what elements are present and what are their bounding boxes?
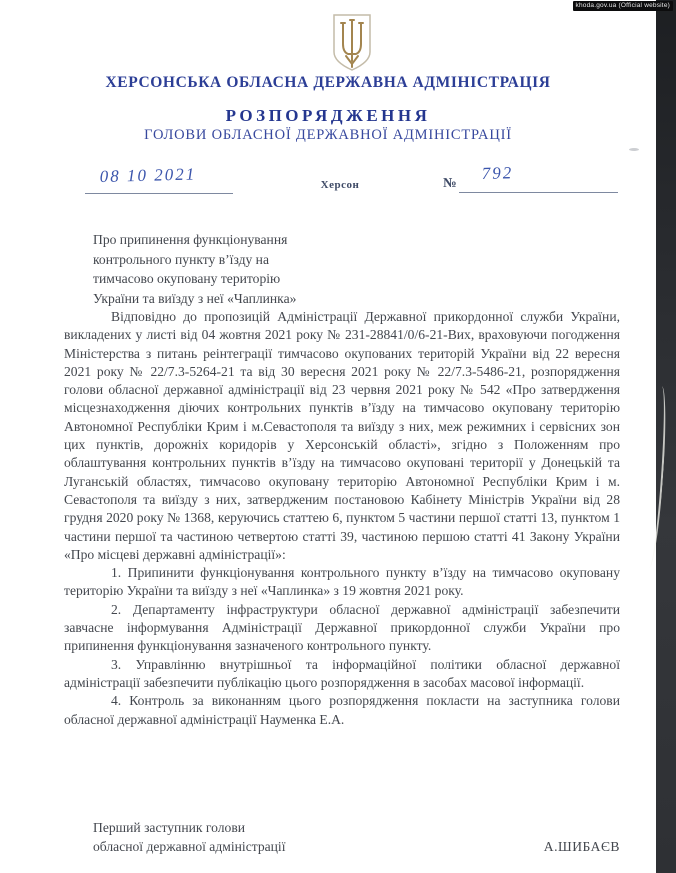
subject-block [93, 230, 373, 308]
signer-name: А.ШИБАЄВ [543, 839, 620, 854]
document-body [64, 308, 620, 729]
order-item-2: 2. Департаменту інфраструктури обласної державної адміністрації забезпечити завчасне інформування Адміністрації Державної прикордонної служби України про припинення функціонування зазначеного контрольного пункту. [64, 601, 620, 654]
subject-line: України та виїзду з неї «Чаплинка» [93, 290, 297, 306]
order-item-4: 4. Контроль за виконанням цього розпорядження покласти на заступника голови обласної державної адміністрації Науменка Е.А. [64, 693, 620, 727]
scan-artifact [629, 148, 639, 151]
document-type-heading: РОЗПОРЯДЖЕННЯ [225, 106, 431, 125]
ukraine-trident-emblem [330, 14, 374, 72]
signer-position [93, 818, 286, 856]
issuing-city-label: Херсон [320, 179, 360, 191]
preamble-paragraph: Відповідно до пропозицій Адміністрації Державної прикордонної служби України, викладених у листі від 04 жовтня 2021 року № 231-28841/0/6-21-Вих, враховуючи погодження Міністерства з питань реінтеграції тимчасово окупованих територій України від 22 вересня 2021 року № 22/7.3-5264-21 та від 30 вересня 2021 року № 22/7.3-5486-21, розпорядження голови обласної державної адміністрації від 23 червня 2021 року № 542 «Про затвердження місцезнаходження діючих контрольних пунктів в’їзду на тимчасово окуповану територію Автономної Республіки Крим і м.Севастополя та виїзду з них, меж режимних і сервісних зон цих пунктів, дорожніх коридорів у Херсонській області», згідно з Положенням про облаштування контрольних пунктів в’їзду на тимчасово окуповані території у Донецькій та Луганській областях, тимчасово окуповану територію Автономної Республіки Крим і м. Севастополя та виїзду з них, затвердженим постановою Кабінету Міністрів України від 28 грудня 2020 року № 1368, керуючись статтею 6, пунктом 5 частини першої статті 13, пунктом 1 частини першої та частиною четвертою статті 39, частиною першою статті 41 Закону України «Про місцеві державні адміністрації»: [64, 309, 620, 562]
handwritten-document-number: 792 [481, 163, 514, 184]
subject-line: Про припинення функціонування [93, 232, 288, 247]
order-item-1: 1. Припинити функціонування контрольного пункту в’їзду на тимчасово окуповану територію України та виїзду з неї «Чаплинка» з 19 жовтня 2021 року. [64, 565, 620, 599]
document-type-subtitle: ГОЛОВИ ОБЛАСНОЇ ДЕРЖАВНОЇ АДМІНІСТРАЦІЇ [144, 127, 512, 143]
date-underline [85, 193, 233, 194]
subject-line: контрольного пункту в’їзду на [93, 251, 269, 267]
order-item-3: 3. Управлінню внутрішньої та інформаційної політики обласної державної адміністрації забезпечити публікацію цього розпорядження в засобах масової інформації. [64, 656, 620, 690]
signer-position-line1: Перший заступник голови [93, 820, 246, 835]
signer-position-line2: обласної державної адміністрації [93, 839, 286, 854]
org-name-heading: ХЕРСОНСЬКА ОБЛАСНА ДЕРЖАВНА АДМІНІСТРАЦІЯ [105, 74, 551, 91]
subject-line: тимчасово окуповану територію [93, 271, 281, 286]
signature-block [93, 818, 620, 856]
number-sign-label: № [443, 175, 457, 190]
handwritten-date: 08 10 2021 [99, 164, 197, 187]
source-watermark-badge: khoda.gov.ua (Official website) [573, 1, 673, 11]
number-underline [459, 192, 618, 193]
